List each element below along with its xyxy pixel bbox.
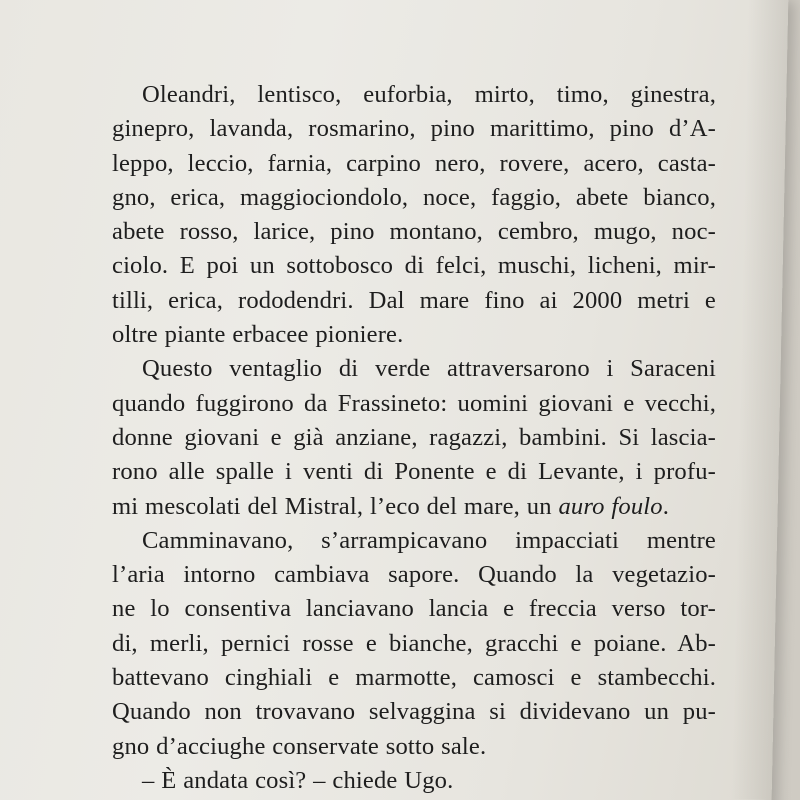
page-edge-shadow <box>732 0 789 800</box>
italic-phrase: auro foulo <box>558 492 663 520</box>
dialogue-line: – È andata così? – chiede Ugo. <box>142 766 454 794</box>
text-line: abete rosso, larice, pino montano, cembro, mugo, noc- <box>112 218 716 246</box>
text-line: Oleandri, lentisco, euforbia, mirto, timo, ginestra, <box>142 81 716 108</box>
page-text <box>112 78 716 798</box>
text-line: tilli, erica, rododendri. Dal mare fino ai 2000 metri e <box>112 286 716 314</box>
text-line: oltre piante erbacee pioniere. <box>112 321 404 349</box>
paragraph-2 <box>112 352 716 523</box>
text-line: battevano cinghiali e marmotte, camosci e stambecchi. <box>112 664 716 692</box>
text-line: rono alle spalle i venti di Ponente e di Levante, i profu- <box>112 458 716 486</box>
text-line: leppo, leccio, farnia, carpino nero, rovere, acero, casta- <box>112 149 716 177</box>
text-line: ginepro, lavanda, rosmarino, pino marittimo, pino d’A- <box>112 115 716 143</box>
text-run: mi mescolati del Mistral, l’eco del mare, un <box>112 492 559 520</box>
paragraph-4 <box>112 764 716 798</box>
text-line: ne lo consentiva lanciavano lancia e freccia verso tor- <box>112 595 716 623</box>
text-line: donne giovani e già anziane, ragazzi, bambini. Si lascia- <box>112 423 716 451</box>
paragraph-1 <box>112 78 716 352</box>
paragraph-3 <box>112 524 716 764</box>
text-line: di, merli, pernici rosse e bianche, gracchi e poiane. Ab- <box>112 629 716 657</box>
text-line <box>112 490 716 524</box>
text-run: . <box>662 492 670 520</box>
text-line: quando fuggirono da Frassineto: uomini giovani e vecchi, <box>112 389 716 417</box>
text-line: l’aria intorno cambiava sapore. Quando la vegetazio- <box>112 561 716 589</box>
text-line: Quando non trovavano selvaggina si dividevano un pu- <box>112 698 716 726</box>
text-line: ciolo. E poi un sottobosco di felci, muschi, licheni, mir- <box>112 252 716 280</box>
text-line: Camminavano, s’arrampicavano impacciati mentre <box>142 526 716 554</box>
text-line: gno, erica, maggiociondolo, noce, faggio, abete bianco, <box>112 183 716 211</box>
text-line: Questo ventaglio di verde attraversarono i Saraceni <box>142 355 716 383</box>
text-line: gno d’acciughe conservate sotto sale. <box>112 732 487 760</box>
